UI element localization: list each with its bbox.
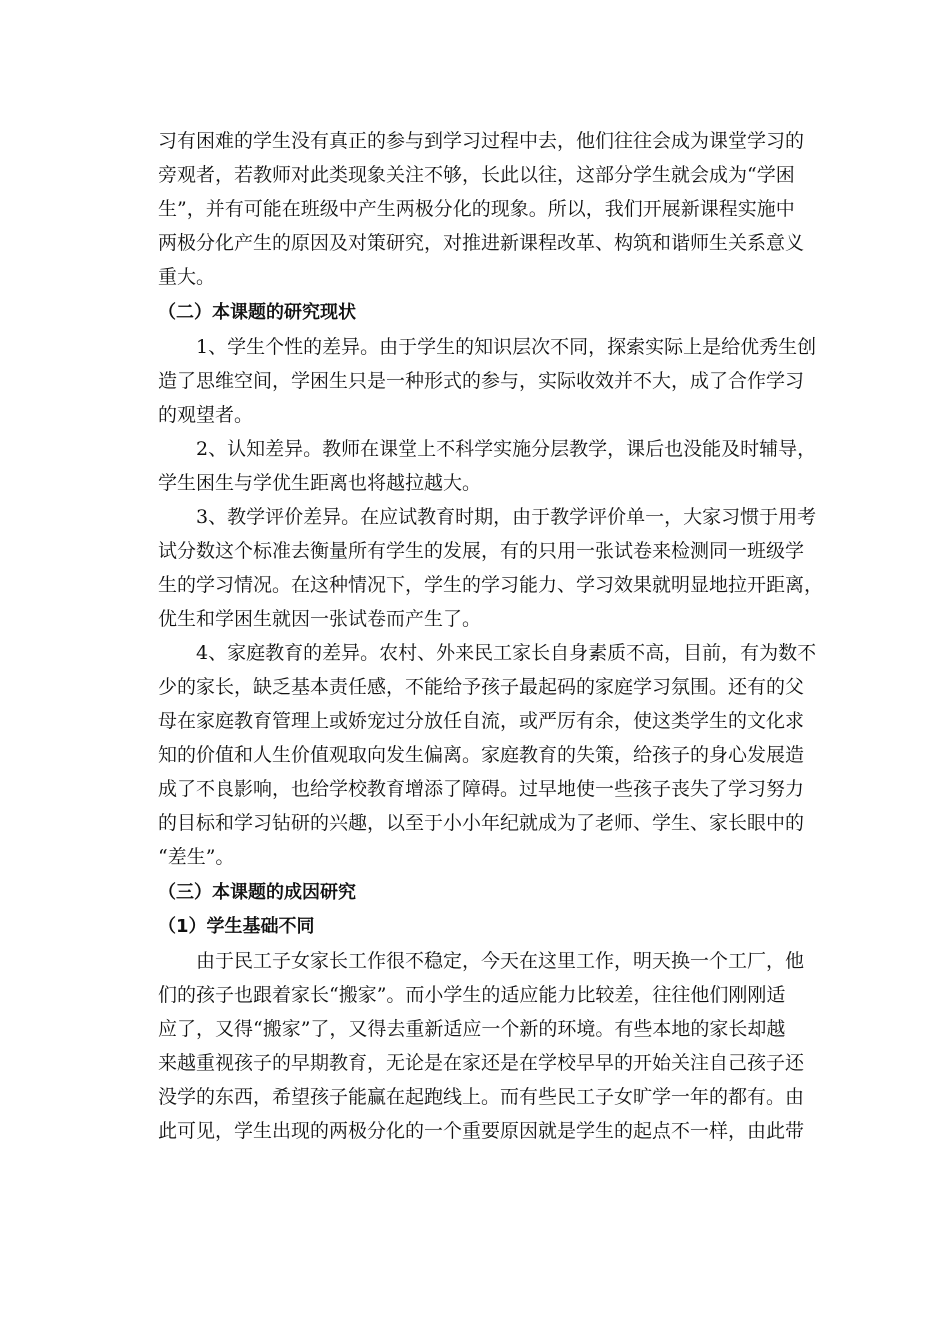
paragraph-line: 旁观者，若教师对此类现象关注不够，长此以往，这部分学生就会成为“学困 (158, 164, 795, 186)
paragraph-line: 们的孩子也跟着家长“搬家”。而小学生的适应能力比较差，往往他们刚刚适 (158, 984, 786, 1006)
paragraph-line: 没学的东西，希望孩子能赢在起跑线上。而有些民工子女旷学一年的都有。由 (158, 1086, 805, 1108)
paragraph-line: 成了不良影响，也给学校教育增添了障碍。过早地使一些孩子丧失了学习努力 (158, 778, 805, 800)
section-heading: （二）本课题的研究现状 (158, 302, 356, 323)
paragraph-line: 重大。 (158, 266, 216, 288)
paragraph-line: 学生困生与学优生距离也将越拉越大。 (158, 472, 482, 494)
paragraph-line: 3、教学评价差异。在应试教育时期，由于教学评价单一，大家习惯于用考 (196, 506, 817, 528)
paragraph-line: 此可见，学生出现的两极分化的一个重要原因就是学生的起点不一样，由此带 (158, 1120, 805, 1142)
paragraph-line: 来越重视孩子的早期教育，无论是在家还是在学校早早的开始关注自己孩子还 (158, 1052, 805, 1074)
paragraph-line: 母在家庭教育管理上或娇宠过分放任自流，或严厉有余，使这类学生的文化求 (158, 710, 805, 732)
paragraph-line: 两极分化产生的原因及对策研究，对推进新课程改革、构筑和谐师生关系意义 (158, 232, 805, 254)
paragraph-line: 生的学习情况。在这种情况下，学生的学习能力、学习效果就明显地拉开距离， (158, 574, 824, 596)
paragraph-line: 生”，并有可能在班级中产生两极分化的现象。所以，我们开展新课程实施中 (158, 198, 795, 220)
paragraph-line: 造了思维空间，学困生只是一种形式的参与，实际收效并不大，成了合作学习 (158, 370, 805, 392)
paragraph-line: 4、家庭教育的差异。农村、外来民工家长自身素质不高，目前，有为数不 (196, 642, 817, 664)
paragraph-line: 1、学生个性的差异。由于学生的知识层次不同，探索实际上是给优秀生创 (196, 336, 817, 358)
paragraph-line: 应了，又得“搬家”了，又得去重新适应一个新的环境。有些本地的家长却越 (158, 1018, 786, 1040)
paragraph-line: 知的价值和人生价值观取向发生偏离。家庭教育的失策，给孩子的身心发展造 (158, 744, 805, 766)
subsection-heading: （1）学生基础不同 (158, 916, 315, 937)
paragraph-line: 的目标和学习钻研的兴趣，以至于小小年纪就成为了老师、学生、家长眼中的 (158, 812, 805, 834)
paragraph-line: 试分数这个标准去衡量所有学生的发展，有的只用一张试卷来检测同一班级学 (158, 540, 805, 562)
paragraph-line: 由于民工子女家长工作很不稳定，今天在这里工作，明天换一个工厂，他 (196, 950, 805, 972)
paragraph-line: 2、认知差异。教师在课堂上不科学实施分层教学，课后也没能及时辅导， (196, 438, 817, 460)
section-heading: （三）本课题的成因研究 (158, 882, 356, 903)
paragraph-line: “差生”。 (158, 846, 235, 868)
paragraph-line: 少的家长，缺乏基本责任感，不能给予孩子最起码的家庭学习氛围。还有的父 (158, 676, 805, 698)
paragraph-line: 的观望者。 (158, 404, 254, 426)
paragraph-line: 习有困难的学生没有真正的参与到学习过程中去，他们往往会成为课堂学习的 (158, 130, 805, 152)
paragraph-line: 优生和学困生就因一张试卷而产生了。 (158, 608, 482, 630)
